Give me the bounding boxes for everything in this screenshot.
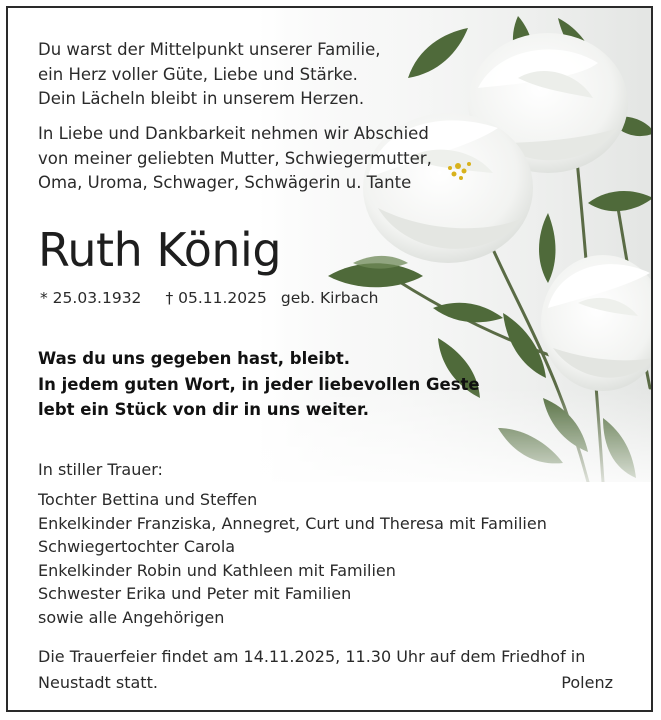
quote-line: In jedem guten Wort, in jeder liebevollen Geste — [38, 374, 480, 394]
place-name: Polenz — [561, 673, 613, 692]
farewell-line: Oma, Uroma, Schwager, Schwägerin u. Tante — [38, 173, 412, 192]
mourner-entry: Enkelkinder Franziska, Annegret, Curt und Theresa mit Familien — [38, 513, 547, 533]
quote-line: lebt ein Stück von dir in uns weiter. — [38, 400, 369, 419]
verse — [38, 38, 381, 112]
quote-line: Was du uns gegeben hast, bleibt. — [38, 349, 351, 368]
mourner-entry: Tochter Bettina und Steffen — [38, 490, 258, 509]
verse-line: Du warst der Mittelpunkt unserer Familie, — [38, 40, 381, 59]
mourners-list — [38, 488, 547, 629]
mourning-label: In stiller Trauer: — [38, 460, 163, 479]
maiden-name: geb. Kirbach — [280, 289, 379, 307]
mourner-entry: Schwiegertochter Carola — [38, 537, 236, 556]
service-line: Die Trauerfeier findet am 14.11.2025, 11.30 Uhr auf dem Friedhof in — [38, 647, 586, 666]
verse-line: Dein Lächeln bleibt in unserem Herzen. — [38, 89, 365, 108]
birth-date: * 25.03.1932 — [40, 289, 142, 307]
farewell-text — [38, 122, 432, 196]
mourner-entry: Enkelkinder Robin und Kathleen mit Familien — [38, 560, 396, 580]
life-dates — [40, 288, 378, 308]
mourner-entry: sowie alle Angehörigen — [38, 607, 225, 627]
memorial-quote — [38, 346, 480, 423]
deceased-name: Ruth König — [38, 223, 282, 277]
farewell-line: In Liebe und Dankbarkeit nehmen wir Abschied — [38, 124, 429, 143]
obituary-notice — [6, 6, 653, 712]
verse-line: ein Herz voller Güte, Liebe und Stärke. — [38, 64, 358, 84]
death-date: † 05.11.2025 — [165, 289, 267, 307]
mourner-entry: Schwester Erika und Peter mit Familien — [38, 584, 352, 603]
funeral-service-info — [38, 644, 585, 696]
service-line: Neustadt statt. — [38, 673, 158, 692]
farewell-line: von meiner geliebten Mutter, Schwiegermutter, — [38, 148, 432, 168]
notice-text — [8, 8, 651, 710]
